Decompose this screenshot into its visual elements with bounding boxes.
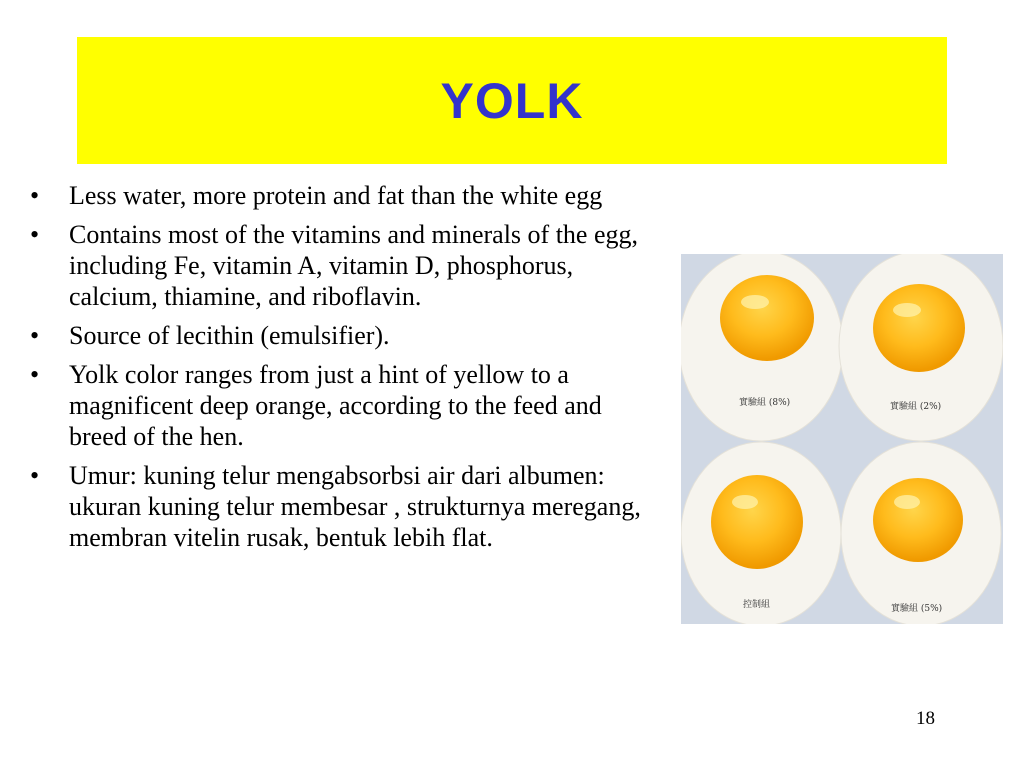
egg-label: 實驗組 (2%)	[890, 402, 942, 412]
page-number: 18	[916, 708, 935, 729]
bullet-icon: •	[30, 321, 40, 350]
egg-yolk-icon	[873, 478, 963, 562]
egg-label: 實驗組 (8%)	[739, 398, 791, 408]
egg-yolk-icon	[711, 475, 803, 569]
slide-title: YOLK	[440, 72, 584, 129]
egg-plate-bottom-left	[681, 442, 841, 624]
bullet-text: Umur: kuning telur mengabsorbsi air dari albumen: ukuran kuning telur membesar , strukturnya meregang, membran vitelin rusak, bentuk lebih flat.	[69, 461, 641, 552]
egg-plate-top-left	[681, 254, 843, 441]
bullet-item	[30, 320, 660, 351]
title-banner	[77, 37, 947, 164]
bullet-text: Yolk color ranges from just a hint of yellow to a magnificent deep orange, according to the feed and breed of the hen.	[69, 360, 602, 451]
egg-yolk-icon	[720, 275, 814, 361]
bullet-list	[30, 180, 660, 561]
egg-yolk-photo-svg	[681, 254, 1003, 624]
egg-label: 控制組	[743, 600, 771, 610]
egg-yolk-photo	[681, 254, 1003, 624]
egg-plate-bottom-right	[841, 442, 1001, 624]
bullet-icon: •	[30, 360, 40, 389]
egg-yolk-icon	[873, 284, 965, 372]
bullet-text: Less water, more protein and fat than the white egg	[69, 181, 603, 210]
bullet-item	[30, 460, 660, 553]
bullet-icon: •	[30, 220, 40, 249]
bullet-icon: •	[30, 181, 40, 210]
bullet-text: Source of lecithin (emulsifier).	[69, 321, 390, 350]
bullet-item	[30, 359, 660, 452]
bullet-item	[30, 219, 660, 312]
bullet-icon: •	[30, 461, 40, 490]
egg-label: 實驗組 (5%)	[891, 604, 943, 614]
egg-plate-top-right	[839, 254, 1003, 441]
bullet-item	[30, 180, 660, 211]
bullet-text: Contains most of the vitamins and minerals of the egg, including Fe, vitamin A, vitamin D, phosphorus, calcium, thiamine, and riboflavin.	[69, 220, 639, 311]
